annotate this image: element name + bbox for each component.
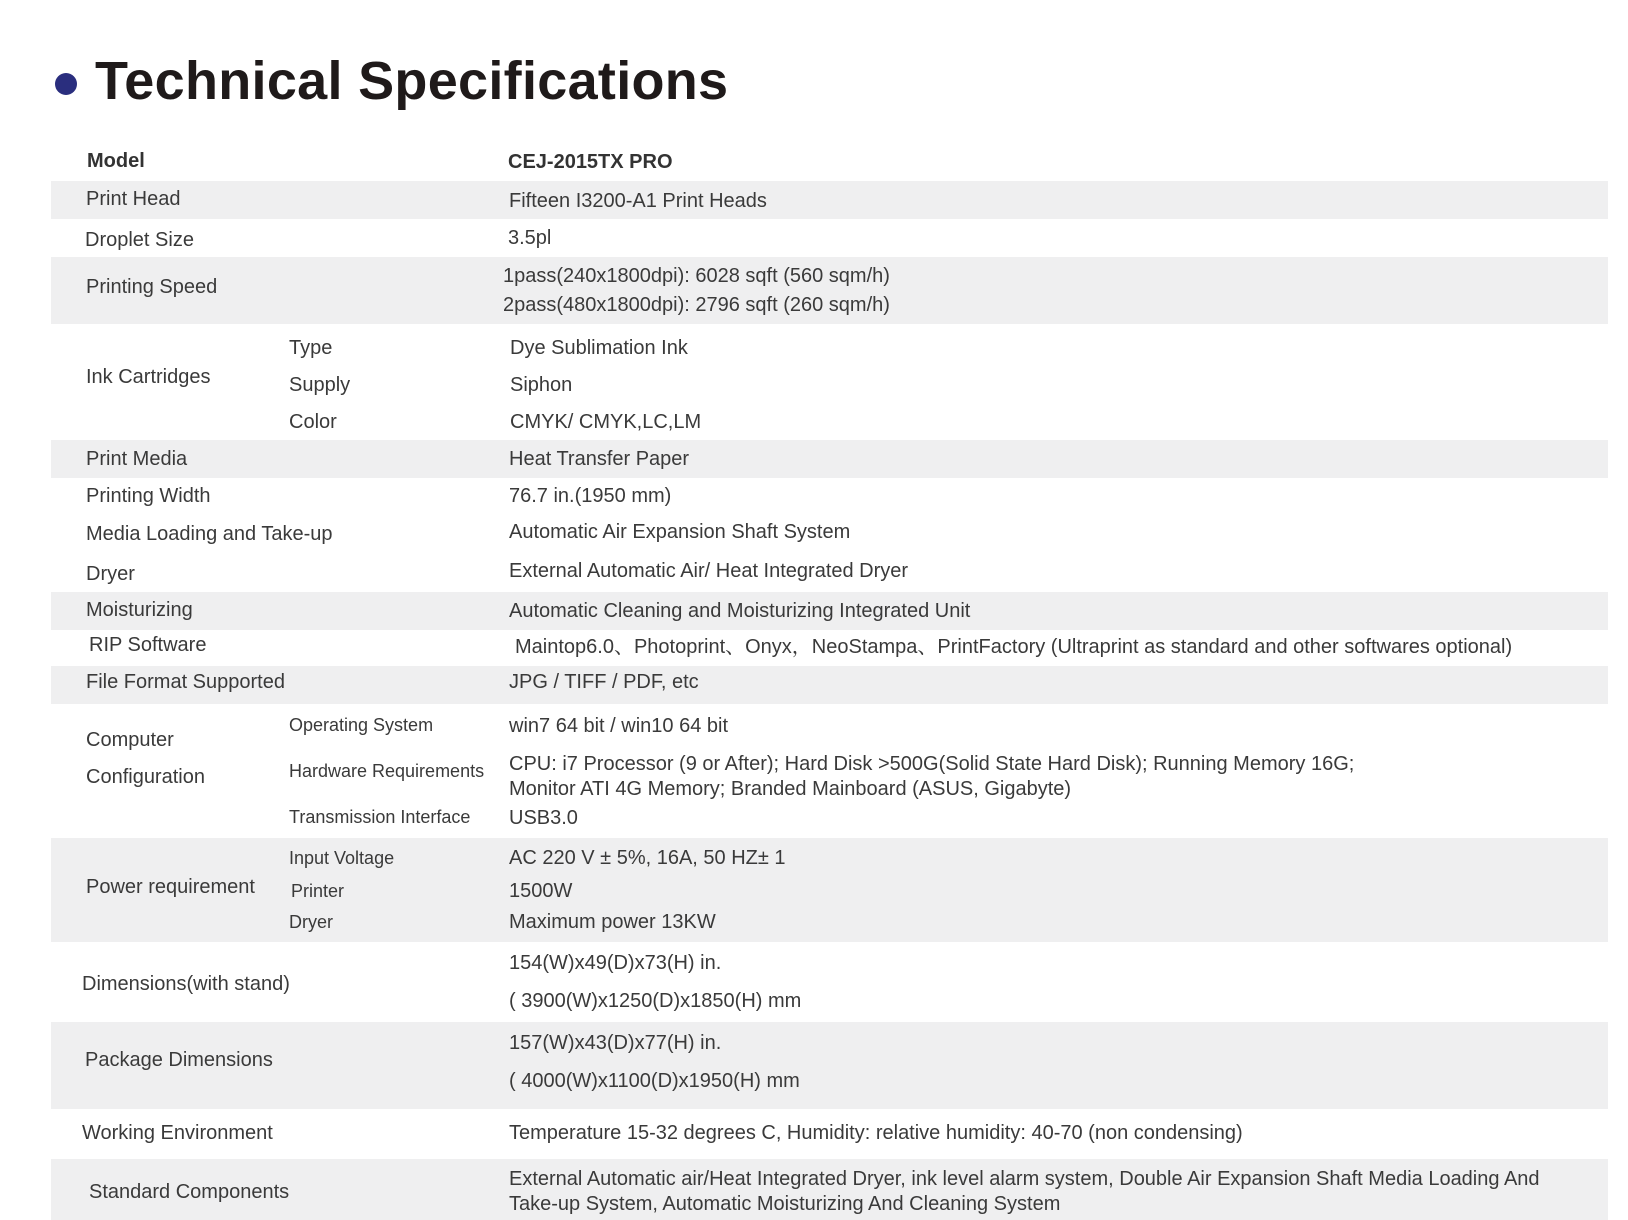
package-dimensions-value-1: 157(W)x43(D)x77(H) in. (509, 1032, 722, 1054)
printer-power-value: 1500W (509, 880, 573, 902)
stripe-package-dimensions (51, 1022, 1608, 1109)
model-label: Model (87, 150, 145, 172)
dryer-power-sub: Dryer (289, 912, 333, 932)
ink-type-value: Dye Sublimation Ink (510, 337, 688, 359)
dimensions-label: Dimensions(with stand) (82, 973, 290, 995)
package-dimensions-label: Package Dimensions (85, 1049, 273, 1071)
print-media-value: Heat Transfer Paper (509, 448, 690, 470)
print-media-label: Print Media (86, 448, 188, 470)
dryer-label: Dryer (86, 563, 135, 585)
printing-speed-value-2: 2pass(480x1800dpi): 2796 sqft (260 sqm/h) (503, 294, 890, 316)
ink-cartridges-label: Ink Cartridges (86, 366, 211, 388)
dimensions-value-1: 154(W)x49(D)x73(H) in. (509, 952, 722, 974)
printing-speed-value-1: 1pass(240x1800dpi): 6028 sqft (560 sqm/h) (503, 265, 890, 287)
rip-software-value: Maintop6.0、Photoprint、Onyx，NeoStampa、PrintFactory (Ultraprint as standard and other softwares optional) (515, 636, 1513, 658)
power-label: Power requirement (86, 876, 255, 898)
bullet-icon (55, 73, 77, 95)
moisturizing-value: Automatic Cleaning and Moisturizing Integrated Unit (509, 600, 971, 622)
package-dimensions-value-2: ( 4000(W)x1100(D)x1950(H) mm (509, 1070, 800, 1092)
standard-components-value-2: Take-up System, Automatic Moisturizing And Cleaning System (509, 1193, 1061, 1215)
working-environment-value: Temperature 15-32 degrees C, Humidity: relative humidity: 40-70 (non condensing) (509, 1122, 1243, 1144)
dimensions-value-2: ( 3900(W)x1250(D)x1850(H) mm (509, 990, 802, 1012)
droplet-size-value: 3.5pl (508, 227, 552, 249)
droplet-size-label: Droplet Size (85, 229, 194, 251)
model-value: CEJ-2015TX PRO (508, 151, 673, 173)
os-sub: Operating System (289, 715, 434, 735)
printing-width-value: 76.7 in.(1950 mm) (509, 485, 672, 507)
file-format-label: File Format Supported (86, 671, 285, 693)
stripe-power (51, 838, 1608, 942)
stripe-print-head (51, 181, 1608, 219)
stripe-print-media (51, 440, 1608, 478)
os-value: win7 64 bit / win10 64 bit (509, 715, 729, 737)
media-loading-label: Media Loading and Take-up (86, 523, 333, 545)
printing-speed-label: Printing Speed (86, 276, 218, 298)
hardware-sub: Hardware Requirements (289, 761, 485, 781)
title-text: Technical Specifications (95, 51, 729, 111)
input-voltage-value: AC 220 V ± 5%, 16A, 50 HZ± 1 (509, 847, 786, 869)
file-format-value: JPG / TIFF / PDF, etc (509, 671, 699, 693)
ink-color-sub: Color (289, 411, 337, 433)
working-environment-label: Working Environment (82, 1122, 273, 1144)
dryer-value: External Automatic Air/ Heat Integrated Dryer (509, 560, 909, 582)
hardware-value-2: Monitor ATI 4G Memory; Branded Mainboard (ASUS, Gigabyte) (509, 778, 1072, 800)
printing-width-label: Printing Width (86, 485, 211, 507)
standard-components-label: Standard Components (89, 1181, 290, 1203)
computer-label-2: Configuration (86, 766, 205, 788)
dryer-power-value: Maximum power 13KW (509, 911, 716, 933)
hardware-value-1: CPU: i7 Processor (9 or After); Hard Disk >500G(Solid State Hard Disk); Running Memory 16G; (509, 753, 1355, 775)
transmission-value: USB3.0 (509, 807, 578, 829)
page-title (55, 46, 728, 116)
ink-color-value: CMYK/ CMYK,LC,LM (510, 411, 702, 433)
ink-type-sub: Type (289, 337, 333, 359)
printer-power-sub: Printer (291, 881, 345, 901)
computer-label-1: Computer (86, 729, 174, 751)
moisturizing-label: Moisturizing (86, 599, 193, 621)
rip-software-label: RIP Software (89, 634, 207, 656)
print-head-value: Fifteen I3200-A1 Print Heads (509, 190, 767, 212)
ink-supply-value: Siphon (510, 374, 573, 396)
ink-supply-sub: Supply (289, 374, 351, 396)
print-head-label: Print Head (86, 188, 181, 210)
standard-components-value-1: External Automatic air/Heat Integrated Dryer, ink level alarm system, Double Air Expansion Shaft Media Loading And (509, 1168, 1540, 1190)
transmission-sub: Transmission Interface (289, 807, 471, 827)
input-voltage-sub: Input Voltage (289, 848, 395, 868)
media-loading-value: Automatic Air Expansion Shaft System (509, 521, 851, 543)
